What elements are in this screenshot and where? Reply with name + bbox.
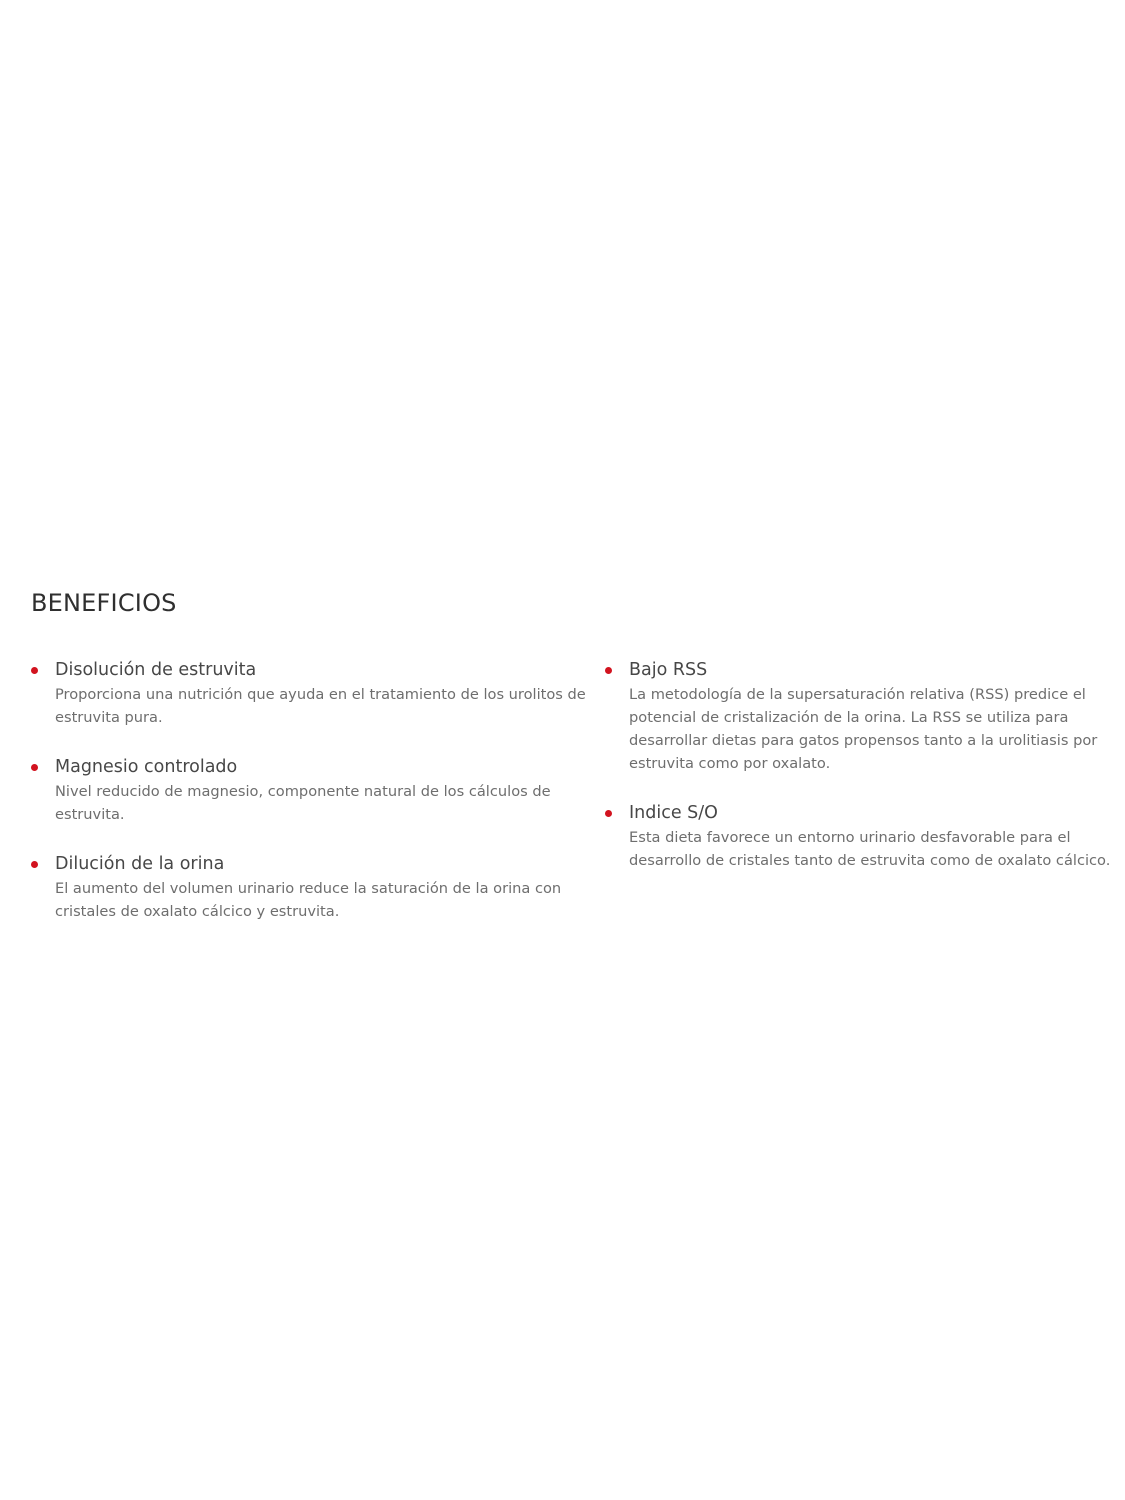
benefit-description: La metodología de la supersaturación relativa (RSS) predice el potencial de cristalización de la orina. La RSS se utiliza para desarrollar dietas para gatos propensos tanto a la urolitiasis por estruvita como por oxalato.	[629, 686, 1098, 772]
benefit-title: Dilución de la orina	[55, 854, 225, 874]
benefit-item	[31, 755, 605, 826]
benefit-item	[31, 852, 605, 923]
benefit-item	[605, 658, 1111, 775]
benefits-column-left	[31, 658, 605, 949]
benefit-title: Indice S/O	[629, 803, 718, 823]
section-title: BENEFICIOS	[31, 589, 177, 617]
benefits-column-right	[605, 658, 1111, 898]
benefit-title: Bajo RSS	[629, 660, 708, 680]
benefit-description: Esta dieta favorece un entorno urinario desfavorable para el desarrollo de cristales tanto de estruvita como de oxalato cálcico.	[629, 829, 1111, 869]
bullet-dot-icon	[31, 861, 38, 868]
bullet-dot-icon	[31, 764, 38, 771]
benefit-description: Nivel reducido de magnesio, componente natural de los cálculos de estruvita.	[55, 783, 551, 823]
bullet-dot-icon	[31, 667, 38, 674]
benefit-item	[605, 801, 1111, 872]
bullet-dot-icon	[605, 667, 612, 674]
benefit-title: Magnesio controlado	[55, 757, 238, 777]
benefits-section	[31, 586, 1111, 920]
bullet-dot-icon	[605, 810, 612, 817]
benefit-item	[31, 658, 605, 729]
benefit-description: Proporciona una nutrición que ayuda en el tratamiento de los urolitos de estruvita pura.	[55, 686, 586, 726]
benefit-description: El aumento del volumen urinario reduce la saturación de la orina con cristales de oxalato cálcico y estruvita.	[55, 880, 562, 920]
benefits-columns	[31, 658, 1111, 949]
benefit-title: Disolución de estruvita	[55, 660, 257, 680]
